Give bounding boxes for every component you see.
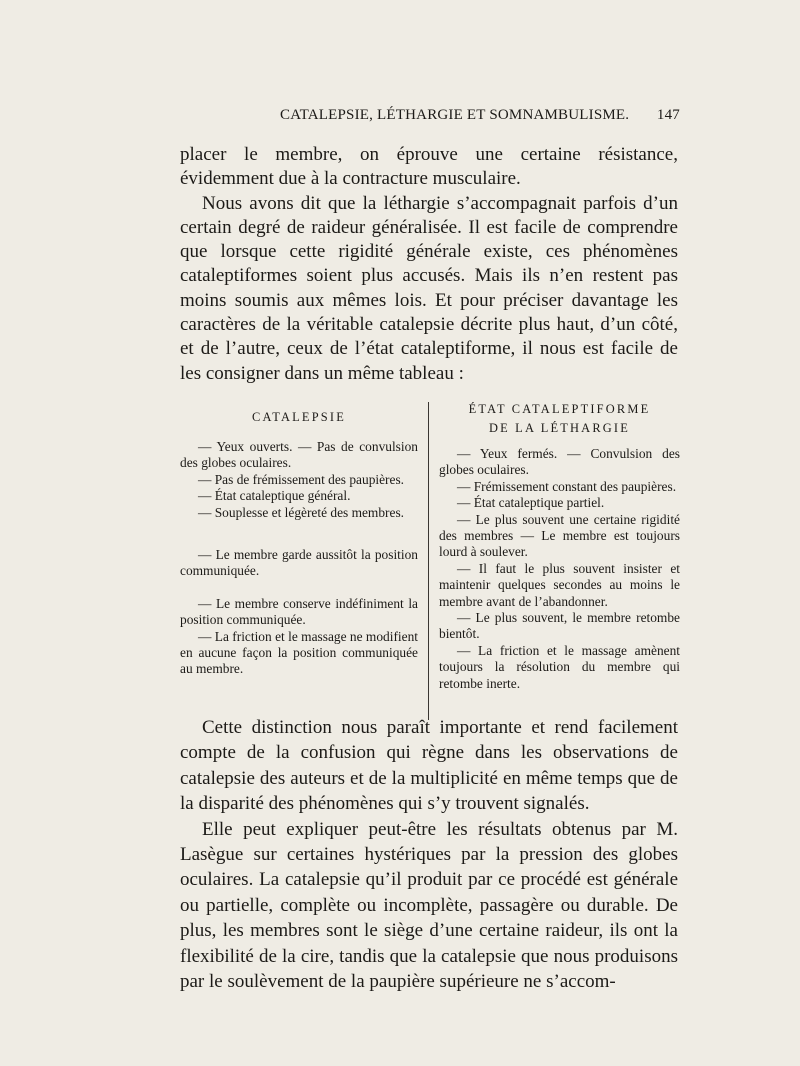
- table-entry: — Le membre conserve indéfiniment la position communiquée.: [180, 595, 418, 628]
- paragraph: Elle peut expliquer peut-être les résultats obtenus par M. Lasègue sur certaines hystériques par la pression des globes oculaires. La catalepsie qu’il produit par ce procédé est générale ou partielle, complète ou incomplète, passagère ou durable. De plus, les membres sont le siège d’une certaine raideur, ils ont la flexibilité de la cire, tandis que la catalepsie que nous produisons par le soulèvement de la paupière supérieure ne s’accom-: [180, 818, 678, 993]
- table-entry: — Frémissement constant des paupières.: [457, 478, 677, 494]
- table-column-catalepsie: [180, 398, 418, 678]
- paragraph: placer le membre, on éprouve une certaine résistance, évidemment due à la contracture musculaire.: [180, 144, 678, 190]
- table-column-etat-cataleptiforme: [439, 398, 680, 692]
- table-entry: — La friction et le massage amènent toujours la résolution du membre qui retombe inerte.: [439, 642, 680, 691]
- column-heading-line: DE LA LÉTHARGIE: [488, 421, 631, 435]
- table-entry: — État cataleptique partiel.: [457, 495, 605, 511]
- paragraph: Nous avons dit que la léthargie s’accompagnait parfois d’un certain degré de raideur généralisée. Il est facile de comprendre que lorsque cette rigidité générale existe, ces phénomènes cataleptiformes soient plus accusés. Mais ils n’en restent pas moins soumis aux mêmes lois. Et pour préciser davantage les caractères de la véritable catalepsie décrite plus haut, d’un côté, et de l’autre, ceux de l’état cataleptiforme, il nous est facile de les consigner dans un même tableau :: [180, 192, 678, 384]
- body-text-bottom: [180, 715, 678, 994]
- table-entry: — Il faut le plus souvent insister et maintenir quelques secondes au moins le membre avant de l’abandonner.: [439, 560, 680, 609]
- column-heading-line: ÉTAT CATALEPTIFORME: [468, 402, 651, 416]
- table-entry: — La friction et le massage ne modifient en aucune façon la position communiquée au membre.: [180, 628, 418, 677]
- table-entry: — Le plus souvent une certaine rigidité des membres — Le membre est toujours lourd à soulever.: [439, 511, 680, 560]
- table-entry: — Pas de frémissement des paupières.: [198, 471, 405, 487]
- paragraph: Cette distinction nous paraît importante et rend facilement compte de la confusion qui règne dans les observations de catalepsie des auteurs et de la multiplicité en même temps que de la disparité des phénomènes qui s’y trouvent signalés.: [180, 717, 678, 815]
- body-text-top: [180, 143, 678, 386]
- column-heading: CATALEPSIE: [252, 410, 346, 424]
- running-head: [180, 107, 680, 129]
- table-entry: — Yeux fermés. — Convulsion des globes oculaires.: [439, 446, 680, 478]
- table-entry: — Souplesse et légèreté des membres.: [198, 504, 405, 520]
- table-entry: — Yeux ouverts. — Pas de convulsion des globes oculaires.: [180, 439, 418, 471]
- comparison-table: [180, 398, 680, 724]
- table-entry: — Le plus souvent, le membre retombe bientôt.: [439, 610, 680, 642]
- column-divider: [428, 402, 429, 720]
- page-number: 147: [656, 107, 680, 123]
- column-heading: [439, 400, 680, 438]
- table-entry: — État cataleptique général.: [198, 488, 351, 504]
- table-entry: — Le membre garde aussitôt la position communiquée.: [180, 547, 418, 579]
- running-title: CATALEPSIE, LÉTHARGIE ET SOMNAMBULISME.: [280, 107, 630, 123]
